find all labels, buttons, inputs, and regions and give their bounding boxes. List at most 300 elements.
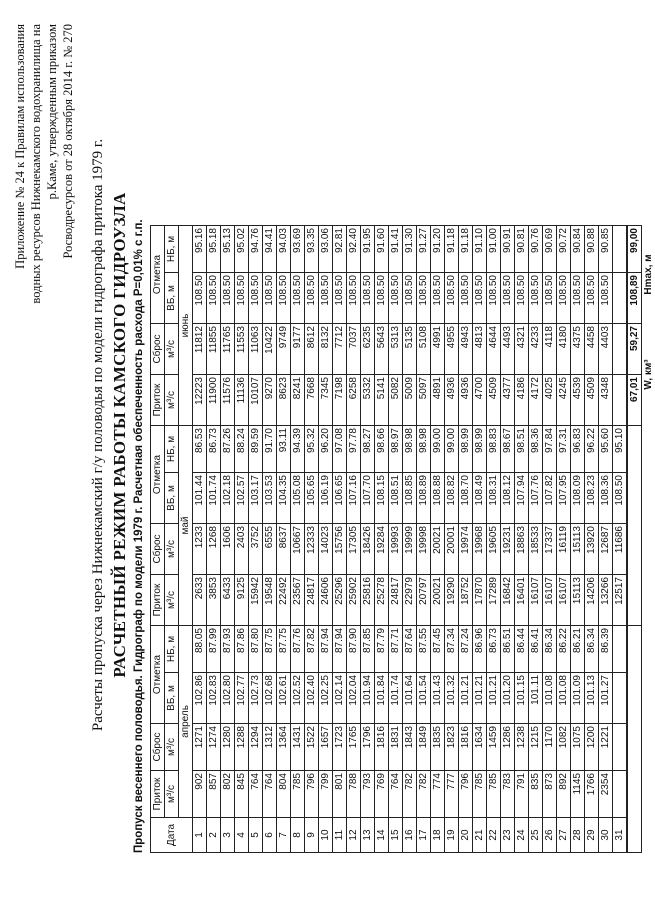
value-cell: 8132 xyxy=(319,324,333,375)
value-cell: 4509 xyxy=(487,375,501,426)
value-cell: 764 xyxy=(249,771,263,818)
value-cell: 17305 xyxy=(347,524,361,575)
value-cell: 6433 xyxy=(221,575,235,626)
value-cell: 108.50 xyxy=(501,273,515,324)
date-cell: 1 xyxy=(193,818,207,853)
table-row xyxy=(389,226,403,853)
value-cell: 89.59 xyxy=(249,426,263,473)
value-cell: 101.13 xyxy=(585,673,599,724)
value-cell: 19999 xyxy=(403,524,417,575)
value-cell: 783 xyxy=(501,771,515,818)
value-cell: 87.99 xyxy=(207,626,221,673)
value-cell: 98.27 xyxy=(361,426,375,473)
value-cell: 86.51 xyxy=(501,626,515,673)
value-cell: 5135 xyxy=(403,324,417,375)
col-discharge-header: Сброс xyxy=(151,524,165,575)
value-cell: 108.50 xyxy=(193,273,207,324)
value-cell: 108.51 xyxy=(389,473,403,524)
value-cell: 769 xyxy=(375,771,389,818)
value-cell: 87.86 xyxy=(235,626,249,673)
value-cell: 20797 xyxy=(417,575,431,626)
value-cell: 764 xyxy=(263,771,277,818)
value-cell: 87.80 xyxy=(249,626,263,673)
value-cell: 4321 xyxy=(515,324,529,375)
value-cell: 94.41 xyxy=(263,226,277,273)
value-cell: 8623 xyxy=(277,375,291,426)
value-cell: 86.73 xyxy=(207,426,221,473)
table-row xyxy=(501,226,515,853)
unit-vb: ВБ, м xyxy=(165,673,179,724)
value-cell: 87.71 xyxy=(389,626,403,673)
value-cell: 2403 xyxy=(235,524,249,575)
date-cell: 9 xyxy=(305,818,319,853)
value-cell: 1286 xyxy=(501,724,515,771)
date-cell: 6 xyxy=(263,818,277,853)
value-cell xyxy=(613,273,628,324)
table-row xyxy=(613,226,628,853)
value-cell: 25902 xyxy=(347,575,361,626)
value-cell: 91.95 xyxy=(361,226,375,273)
value-cell: 108.50 xyxy=(263,273,277,324)
hmax-nb: 99,00 xyxy=(627,226,642,273)
value-cell: 1271 xyxy=(193,724,207,771)
footer-spacer xyxy=(627,626,642,853)
value-cell: 102.04 xyxy=(347,673,361,724)
value-cell: 87.90 xyxy=(347,626,361,673)
value-cell: 1522 xyxy=(305,724,319,771)
date-cell: 21 xyxy=(473,818,487,853)
value-cell: 1431 xyxy=(291,724,305,771)
value-cell: 1606 xyxy=(221,524,235,575)
value-cell: 95.60 xyxy=(599,426,613,473)
col-inflow-header: Приток xyxy=(151,575,165,626)
col-level-header: Отметка xyxy=(151,226,165,324)
value-cell: 102.68 xyxy=(263,673,277,724)
date-cell: 27 xyxy=(557,818,571,853)
value-cell: 87.26 xyxy=(221,426,235,473)
value-cell: 108.23 xyxy=(585,473,599,524)
value-cell: 9177 xyxy=(291,324,305,375)
value-cell: 87.94 xyxy=(333,626,347,673)
date-cell: 18 xyxy=(431,818,445,853)
value-cell: 99.00 xyxy=(431,426,445,473)
table-row xyxy=(235,226,249,853)
value-cell: 90.72 xyxy=(557,226,571,273)
value-cell: 1268 xyxy=(207,524,221,575)
col-level-header: Отметка xyxy=(151,626,165,724)
col-inflow-header: Приток xyxy=(151,375,165,426)
value-cell: 8612 xyxy=(305,324,319,375)
value-cell xyxy=(613,626,628,673)
value-cell: 108.50 xyxy=(221,273,235,324)
value-cell: 1816 xyxy=(375,724,389,771)
value-cell: 108.50 xyxy=(417,273,431,324)
date-cell: 15 xyxy=(389,818,403,853)
date-cell: 28 xyxy=(571,818,585,853)
value-cell: 12517 xyxy=(613,575,628,626)
value-cell: 107.95 xyxy=(557,473,571,524)
value-cell: 14206 xyxy=(585,575,599,626)
unit-nb: НБ, м xyxy=(165,226,179,273)
value-cell: 101.43 xyxy=(431,673,445,724)
value-cell: 15756 xyxy=(333,524,347,575)
value-cell: 107.16 xyxy=(347,473,361,524)
value-cell: 93.06 xyxy=(319,226,333,273)
value-cell: 892 xyxy=(557,771,571,818)
document-heading: РАСЧЕТНЫЙ РЕЖИМ РАБОТЫ КАМСКОГО ГИДРОУЗЛА xyxy=(110,192,129,678)
value-cell: 86.53 xyxy=(193,426,207,473)
value-cell: 25296 xyxy=(333,575,347,626)
value-cell xyxy=(613,771,628,818)
value-cell: 101.54 xyxy=(417,673,431,724)
date-cell: 31 xyxy=(613,818,628,853)
value-cell: 97.84 xyxy=(543,426,557,473)
table-row xyxy=(263,226,277,853)
value-cell: 101.94 xyxy=(361,673,375,724)
value-cell: 774 xyxy=(431,771,445,818)
value-cell: 1294 xyxy=(249,724,263,771)
table-row xyxy=(347,226,361,853)
value-cell: 87.55 xyxy=(417,626,431,673)
value-cell: 782 xyxy=(417,771,431,818)
value-cell: 91.41 xyxy=(389,226,403,273)
value-cell: 102.25 xyxy=(319,673,333,724)
value-cell: 12687 xyxy=(599,524,613,575)
value-cell: 4245 xyxy=(557,375,571,426)
value-cell: 1816 xyxy=(459,724,473,771)
value-cell: 3853 xyxy=(207,575,221,626)
unit-vb: ВБ, м xyxy=(165,473,179,524)
value-cell: 90.69 xyxy=(543,226,557,273)
value-cell: 4700 xyxy=(473,375,487,426)
value-cell: 6555 xyxy=(263,524,277,575)
value-cell xyxy=(613,724,628,771)
value-cell: 90.85 xyxy=(599,226,613,273)
value-cell: 4377 xyxy=(501,375,515,426)
value-cell: 1233 xyxy=(193,524,207,575)
value-cell: 88.24 xyxy=(235,426,249,473)
value-cell: 19998 xyxy=(417,524,431,575)
table-row xyxy=(305,226,319,853)
value-cell: 108.15 xyxy=(375,473,389,524)
value-cell: 11136 xyxy=(235,375,249,426)
month-may: май xyxy=(179,426,193,626)
value-cell: 17289 xyxy=(487,575,501,626)
value-cell: 101.08 xyxy=(557,673,571,724)
col-discharge-header: Сброс xyxy=(151,724,165,771)
value-cell: 17870 xyxy=(473,575,487,626)
value-cell: 796 xyxy=(305,771,319,818)
value-cell: 13266 xyxy=(599,575,613,626)
value-cell: 108.50 xyxy=(599,273,613,324)
hmax-vb: 108,89 xyxy=(627,273,642,324)
value-cell: 87.79 xyxy=(375,626,389,673)
value-cell: 4118 xyxy=(543,324,557,375)
value-cell: 108.09 xyxy=(571,473,585,524)
value-cell: 105.08 xyxy=(291,473,305,524)
value-cell: 16401 xyxy=(515,575,529,626)
value-cell: 4403 xyxy=(599,324,613,375)
value-cell: 108.50 xyxy=(361,273,375,324)
unit-nb: НБ, м xyxy=(165,626,179,673)
value-cell: 108.50 xyxy=(543,273,557,324)
value-cell: 98.51 xyxy=(515,426,529,473)
value-cell: 19548 xyxy=(263,575,277,626)
value-cell: 17337 xyxy=(543,524,557,575)
value-cell: 1657 xyxy=(319,724,333,771)
value-cell: 18752 xyxy=(459,575,473,626)
value-cell: 87.24 xyxy=(459,626,473,673)
value-cell: 9749 xyxy=(277,324,291,375)
col-inflow-header: Приток xyxy=(151,771,165,818)
value-cell: 95.16 xyxy=(193,226,207,273)
col-level-header: Отметка xyxy=(151,426,165,524)
value-cell: 101.74 xyxy=(207,473,221,524)
value-cell: 4025 xyxy=(543,375,557,426)
value-cell: 19968 xyxy=(473,524,487,575)
value-cell: 104.35 xyxy=(277,473,291,524)
value-cell: 4375 xyxy=(571,324,585,375)
value-cell: 15942 xyxy=(249,575,263,626)
unit-flow: м³/с xyxy=(165,575,179,626)
footer-spacer xyxy=(627,426,642,626)
value-cell: 94.03 xyxy=(277,226,291,273)
date-cell: 14 xyxy=(375,818,389,853)
value-cell: 4348 xyxy=(599,375,613,426)
value-cell: 101.21 xyxy=(473,673,487,724)
value-cell xyxy=(613,375,628,426)
value-cell: 102.61 xyxy=(277,673,291,724)
value-cell: 101.20 xyxy=(501,673,515,724)
value-cell: 4172 xyxy=(529,375,543,426)
value-cell: 785 xyxy=(487,771,501,818)
value-cell: 106.19 xyxy=(319,473,333,524)
value-cell xyxy=(613,673,628,724)
value-cell: 20021 xyxy=(431,575,445,626)
appendix-header xyxy=(12,24,76,304)
date-cell: 11 xyxy=(333,818,347,853)
value-cell: 98.83 xyxy=(487,426,501,473)
value-cell: 108.50 xyxy=(347,273,361,324)
value-cell: 107.76 xyxy=(529,473,543,524)
value-cell: 3752 xyxy=(249,524,263,575)
value-cell: 108.50 xyxy=(319,273,333,324)
value-cell: 87.85 xyxy=(361,626,375,673)
value-cell: 4186 xyxy=(515,375,529,426)
date-cell: 26 xyxy=(543,818,557,853)
value-cell: 4509 xyxy=(585,375,599,426)
value-cell: 11063 xyxy=(249,324,263,375)
value-cell: 92.81 xyxy=(333,226,347,273)
value-cell: 18426 xyxy=(361,524,375,575)
value-cell: 788 xyxy=(347,771,361,818)
value-cell: 785 xyxy=(473,771,487,818)
data-table xyxy=(150,225,655,853)
value-cell: 95.13 xyxy=(221,226,235,273)
value-cell: 5141 xyxy=(375,375,389,426)
value-cell: 98.98 xyxy=(403,426,417,473)
value-cell: 1766 xyxy=(585,771,599,818)
value-cell: 25816 xyxy=(361,575,375,626)
table-row xyxy=(207,226,221,853)
value-cell: 108.36 xyxy=(599,473,613,524)
value-cell: 16107 xyxy=(543,575,557,626)
value-cell: 86.34 xyxy=(585,626,599,673)
date-cell: 19 xyxy=(445,818,459,853)
table-row xyxy=(585,226,599,853)
value-cell: 91.27 xyxy=(417,226,431,273)
value-cell: 108.50 xyxy=(389,273,403,324)
value-cell: 1723 xyxy=(333,724,347,771)
value-cell: 97.08 xyxy=(333,426,347,473)
value-cell: 86.73 xyxy=(487,626,501,673)
value-cell: 19284 xyxy=(375,524,389,575)
value-cell: 845 xyxy=(235,771,249,818)
table-row xyxy=(291,226,305,853)
value-cell: 15113 xyxy=(571,524,585,575)
value-cell: 108.82 xyxy=(445,473,459,524)
value-cell: 97.78 xyxy=(347,426,361,473)
value-cell: 5108 xyxy=(417,324,431,375)
date-cell: 29 xyxy=(585,818,599,853)
value-cell: 2633 xyxy=(193,575,207,626)
value-cell: 98.99 xyxy=(473,426,487,473)
value-cell: 799 xyxy=(319,771,333,818)
table-row xyxy=(417,226,431,853)
value-cell: 87.64 xyxy=(403,626,417,673)
value-cell: 4936 xyxy=(445,375,459,426)
value-cell: 2354 xyxy=(599,771,613,818)
value-cell: 102.80 xyxy=(221,673,235,724)
value-cell: 107.70 xyxy=(361,473,375,524)
value-cell: 1459 xyxy=(487,724,501,771)
value-cell: 4493 xyxy=(501,324,515,375)
value-cell: 16119 xyxy=(557,524,571,575)
table-row xyxy=(599,226,613,853)
value-cell: 101.21 xyxy=(487,673,501,724)
table-row xyxy=(319,226,333,853)
value-cell: 4991 xyxy=(431,324,445,375)
value-cell: 10422 xyxy=(263,324,277,375)
value-cell: 4943 xyxy=(459,324,473,375)
unit-nb: НБ, м xyxy=(165,426,179,473)
value-cell: 13920 xyxy=(585,524,599,575)
date-cell: 20 xyxy=(459,818,473,853)
header-line: Росводресурсов от 28 октября 2014 г. № 270 xyxy=(61,24,75,259)
value-cell: 857 xyxy=(207,771,221,818)
value-cell: 86.34 xyxy=(543,626,557,673)
table-row xyxy=(445,226,459,853)
value-cell: 108.50 xyxy=(473,273,487,324)
value-cell: 108.50 xyxy=(613,473,628,524)
value-cell: 108.50 xyxy=(249,273,263,324)
value-cell: 102.86 xyxy=(193,673,207,724)
value-cell: 108.50 xyxy=(235,273,249,324)
value-cell: 8637 xyxy=(277,524,291,575)
value-cell: 15113 xyxy=(571,575,585,626)
table-subtitle: Пропуск весеннего половодья. Гидрограф по модели 1979 г. Расчетная обеспеченность расхода P=0,01% с г.п. xyxy=(133,219,145,853)
value-cell: 6235 xyxy=(361,324,375,375)
value-cell: 7198 xyxy=(333,375,347,426)
value-cell: 96.22 xyxy=(585,426,599,473)
value-cell: 1796 xyxy=(361,724,375,771)
value-cell: 1170 xyxy=(543,724,557,771)
value-cell: 7668 xyxy=(305,375,319,426)
value-cell: 793 xyxy=(361,771,375,818)
value-cell: 108.50 xyxy=(515,273,529,324)
value-cell: 86.21 xyxy=(571,626,585,673)
date-cell: 10 xyxy=(319,818,333,853)
table-row xyxy=(403,226,417,853)
value-cell xyxy=(613,226,628,273)
value-cell: 108.31 xyxy=(487,473,501,524)
value-cell: 108.50 xyxy=(529,273,543,324)
table-row xyxy=(431,226,445,853)
value-cell: 7345 xyxy=(319,375,333,426)
value-cell: 103.17 xyxy=(249,473,263,524)
value-cell: 90.91 xyxy=(501,226,515,273)
value-cell: 108.50 xyxy=(207,273,221,324)
value-cell: 101.27 xyxy=(599,673,613,724)
value-cell: 102.14 xyxy=(333,673,347,724)
date-cell: 5 xyxy=(249,818,263,853)
value-cell: 10667 xyxy=(291,524,305,575)
value-cell: 98.36 xyxy=(529,426,543,473)
header-line: Приложение № 24 к Правилам использования xyxy=(13,24,27,269)
value-cell: 22492 xyxy=(277,575,291,626)
value-cell: 98.66 xyxy=(375,426,389,473)
document-title: Расчеты пропуска через Нижнекамский г/у половодья по модели гидрографа притока 1979 г. xyxy=(90,138,106,732)
table-row xyxy=(473,226,487,853)
value-cell: 4813 xyxy=(473,324,487,375)
value-cell: 102.40 xyxy=(305,673,319,724)
value-cell: 782 xyxy=(403,771,417,818)
value-cell: 108.50 xyxy=(277,273,291,324)
value-cell: 4955 xyxy=(445,324,459,375)
value-cell: 1238 xyxy=(515,724,529,771)
unit-flow: м³/с xyxy=(165,524,179,575)
value-cell: 22979 xyxy=(403,575,417,626)
unit-flow: м³/с xyxy=(165,724,179,771)
value-cell: 107.82 xyxy=(543,473,557,524)
value-cell: 108.50 xyxy=(585,273,599,324)
value-cell: 8241 xyxy=(291,375,305,426)
value-cell: 108.70 xyxy=(459,473,473,524)
value-cell: 99.00 xyxy=(445,426,459,473)
value-cell: 86.41 xyxy=(529,626,543,673)
value-cell: 19974 xyxy=(459,524,473,575)
value-cell: 796 xyxy=(459,771,473,818)
value-cell: 19231 xyxy=(501,524,515,575)
w-discharge: 59,27 xyxy=(627,324,642,375)
value-cell: 10107 xyxy=(249,375,263,426)
table-row xyxy=(375,226,389,853)
value-cell: 1075 xyxy=(571,724,585,771)
value-cell: 5009 xyxy=(403,375,417,426)
value-cell: 102.18 xyxy=(221,473,235,524)
value-cell: 101.74 xyxy=(389,673,403,724)
hmax-label: Hmax, м xyxy=(643,254,654,295)
table-row xyxy=(571,226,585,853)
value-cell: 11576 xyxy=(221,375,235,426)
header-line: р.Каме, утвержденным приказом xyxy=(45,24,59,200)
value-cell: 95.10 xyxy=(613,426,628,473)
value-cell: 88.05 xyxy=(193,626,207,673)
unit-flow: м³/с xyxy=(165,771,179,818)
value-cell: 16107 xyxy=(529,575,543,626)
value-cell: 1288 xyxy=(235,724,249,771)
value-cell: 101.08 xyxy=(543,673,557,724)
